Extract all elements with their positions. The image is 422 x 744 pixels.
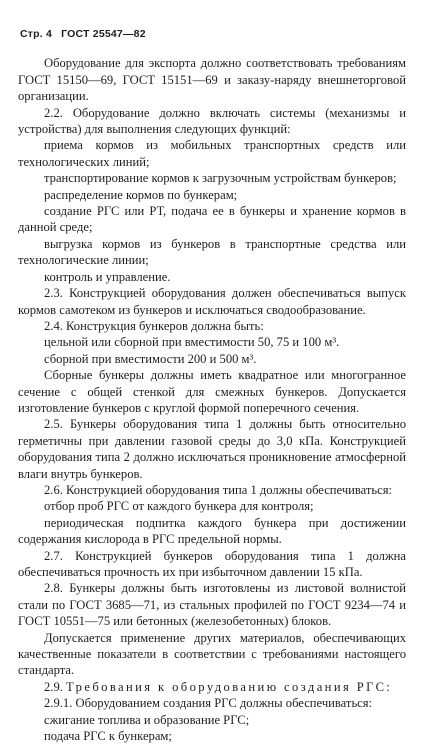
list-item-distribution: распределение кормов по бункерам;	[44, 187, 238, 202]
paragraph-2-9-1: 2.9.1. Оборудованием создания РГС должны обеспечиваться:	[44, 696, 373, 711]
list-item-control: контроль и управление.	[44, 269, 171, 284]
paragraph-materials: Допускается применение других материалов, обеспечивающих качественные показатели в соответствии с требованиями настоящего стандарта.	[18, 630, 406, 678]
section-2-9-heading	[18, 679, 406, 695]
paragraph-2-5: 2.5. Бункеры оборудования типа 1 должны быть относительно герметичны при давлении газовой среды до 3,0 кПа. Конструкцией оборудования типа 2 должно исключаться проникновение атмосферной влаги внутрь бункеров.	[18, 417, 406, 481]
list-item-gas-creation: создание РГС или РТ, подача ее в бункеры и хранение кормов в данной среде;	[18, 204, 406, 235]
page-number: Стр. 4	[20, 28, 53, 40]
paragraph-2-2: 2.2. Оборудование должно включать системы (механизмы и устройства) для выполнения следующих функций:	[18, 105, 406, 137]
list-item-unloading: выгрузка кормов из бункеров в транспортные средства или технологические линии;	[18, 236, 406, 268]
list-item-sampling: отбор проб РГС от каждого бункера для контроля;	[44, 499, 314, 514]
list-item-assembled-bunker: сборной при вместимости 200 и 500 м³.	[44, 351, 257, 366]
standard-code: ГОСТ 25547—82	[61, 28, 146, 40]
paragraph-2-8: 2.8. Бункеры должны быть изготовлены из листовой волнистой стали по ГОСТ 3685—71, из стальных профилей по ГОСТ 9234—74 и ГОСТ 10551—75 или бетонных (железобетонных) блоков.	[18, 581, 406, 629]
list-item-combustion: сжигание топлива и образование РГС;	[44, 712, 250, 727]
paragraph-2-7: 2.7. Конструкцией бункеров оборудования типа 1 должна обеспечиваться прочность их при избыточном давлении 15 кПа.	[18, 548, 406, 579]
paragraph-export: Оборудование для экспорта должно соответствовать требованиям ГОСТ 15150—69, ГОСТ 15151—69 и заказу-наряду внешнеторговой организации.	[18, 56, 406, 104]
list-item-intake: приема кормов из мобильных транспортных средств или технологических линий;	[18, 138, 406, 169]
paragraph-2-4: 2.4. Конструкция бункеров должна быть:	[44, 318, 264, 333]
section-2-9-number: 2.9.	[44, 679, 63, 694]
list-item-solid-bunker: цельной или сборной при вместимости 50, 75 и 100 м³.	[44, 335, 340, 350]
section-2-9-title: Требования к оборудованию создания РГС:	[66, 679, 393, 694]
list-item-transport: транспортирование кормов к загрузочным устройствам бункеров;	[44, 171, 397, 186]
page-header	[20, 26, 406, 42]
paragraph-2-6: 2.6. Конструкцией оборудования типа 1 должны обеспечиваться:	[44, 482, 393, 497]
paragraph-assembled-bunkers: Сборные бункеры должны иметь квадратное или многогранное сечение с общей стенкой для смежных бункеров. Допускается изготовление бункеров с круглой формой поперечного сечения.	[18, 368, 406, 415]
paragraph-2-3: 2.3. Конструкцией оборудования должен обеспечиваться выпуск кормов самотеком из бункеров и исключаться сводообразование.	[18, 286, 406, 317]
list-item-replenishment: периодическая подпитка каждого бункера при достижении содержания кислорода в РГС предельной нормы.	[18, 515, 406, 547]
list-item-gas-supply: подача РГС к бункерам;	[44, 729, 172, 744]
